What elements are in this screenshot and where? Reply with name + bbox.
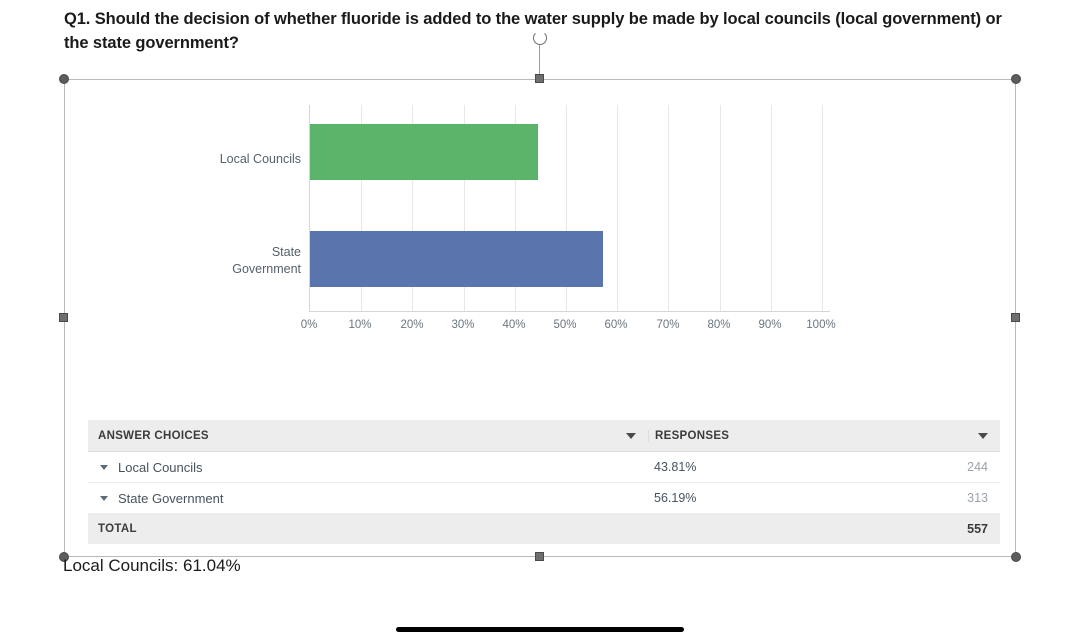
expand-caret-down-icon[interactable]	[100, 496, 108, 501]
xtick-9: 90%	[758, 319, 782, 331]
bar-local-councils	[310, 124, 538, 180]
xtick-4: 40%	[502, 319, 526, 331]
column-header-responses[interactable]	[648, 430, 1000, 442]
sort-caret-down-icon[interactable]	[626, 433, 636, 439]
xtick-3: 30%	[451, 319, 475, 331]
xtick-7: 70%	[656, 319, 680, 331]
column-header-answer-choices-label: ANSWER CHOICES	[98, 429, 209, 442]
table-cell-count: 313	[967, 491, 988, 505]
gridline-70	[668, 105, 669, 311]
page-title: Q1. Should the decision of whether fluoride is added to the water supply be made by local councils (local government) or the state government?	[64, 10, 1002, 52]
chart-category-label-0: Local Councils	[219, 152, 301, 166]
xtick-6: 60%	[604, 319, 628, 331]
resize-handle-top-center[interactable]	[535, 74, 544, 83]
rotate-handle-icon[interactable]	[533, 31, 547, 45]
table-header-row	[88, 420, 1000, 452]
chart-category-label-1-text: State Government	[232, 245, 301, 276]
xtick-5: 50%	[553, 319, 577, 331]
resize-handle-bottom-center[interactable]	[535, 552, 544, 561]
resize-handle-top-left[interactable]	[59, 74, 69, 84]
bar-row-state-government	[310, 231, 603, 287]
table-cell-choice	[88, 460, 648, 475]
bar-chart	[195, 105, 855, 350]
gridline-80	[720, 105, 721, 311]
table-cell-count: 244	[967, 460, 988, 474]
resize-handle-middle-right[interactable]	[1011, 313, 1020, 322]
chart-category-label-1	[195, 244, 301, 278]
bar-state-government	[310, 231, 603, 287]
expand-caret-down-icon[interactable]	[100, 465, 108, 470]
table-cell-choice-label: Local Councils	[118, 459, 203, 475]
xtick-10: 100%	[806, 319, 836, 331]
resize-handle-top-right[interactable]	[1011, 74, 1021, 84]
gridline-100	[822, 105, 823, 311]
table-cell-choice	[88, 491, 648, 506]
table-total-label: TOTAL	[98, 523, 137, 535]
table-total-row	[88, 514, 1000, 544]
xtick-2: 20%	[400, 319, 424, 331]
xtick-8: 80%	[707, 319, 731, 331]
results-table	[88, 420, 1000, 544]
xtick-1: 10%	[348, 319, 372, 331]
resize-handle-bottom-right[interactable]	[1011, 552, 1021, 562]
table-cell-choice-label: State Government	[118, 490, 224, 506]
column-header-answer-choices[interactable]	[88, 430, 648, 442]
caption-text: Local Councils: 61.04%	[63, 556, 241, 575]
xtick-0: 0%	[300, 319, 318, 331]
table-cell-percent: 56.19%	[654, 491, 697, 505]
table-row[interactable]	[88, 483, 1000, 514]
column-header-responses-label: RESPONSES	[655, 429, 730, 442]
gridline-90	[771, 105, 772, 311]
rotate-handle-stem	[539, 45, 540, 75]
resize-handle-middle-left[interactable]	[59, 313, 68, 322]
chart-plot-area	[309, 105, 830, 312]
table-cell-percent: 43.81%	[654, 460, 697, 474]
gridline-60	[617, 105, 618, 311]
bar-row-local-councils	[310, 124, 538, 180]
table-row[interactable]	[88, 452, 1000, 483]
table-total-count: 557	[967, 522, 988, 536]
sort-caret-down-icon[interactable]	[978, 433, 988, 439]
home-indicator	[396, 627, 684, 632]
